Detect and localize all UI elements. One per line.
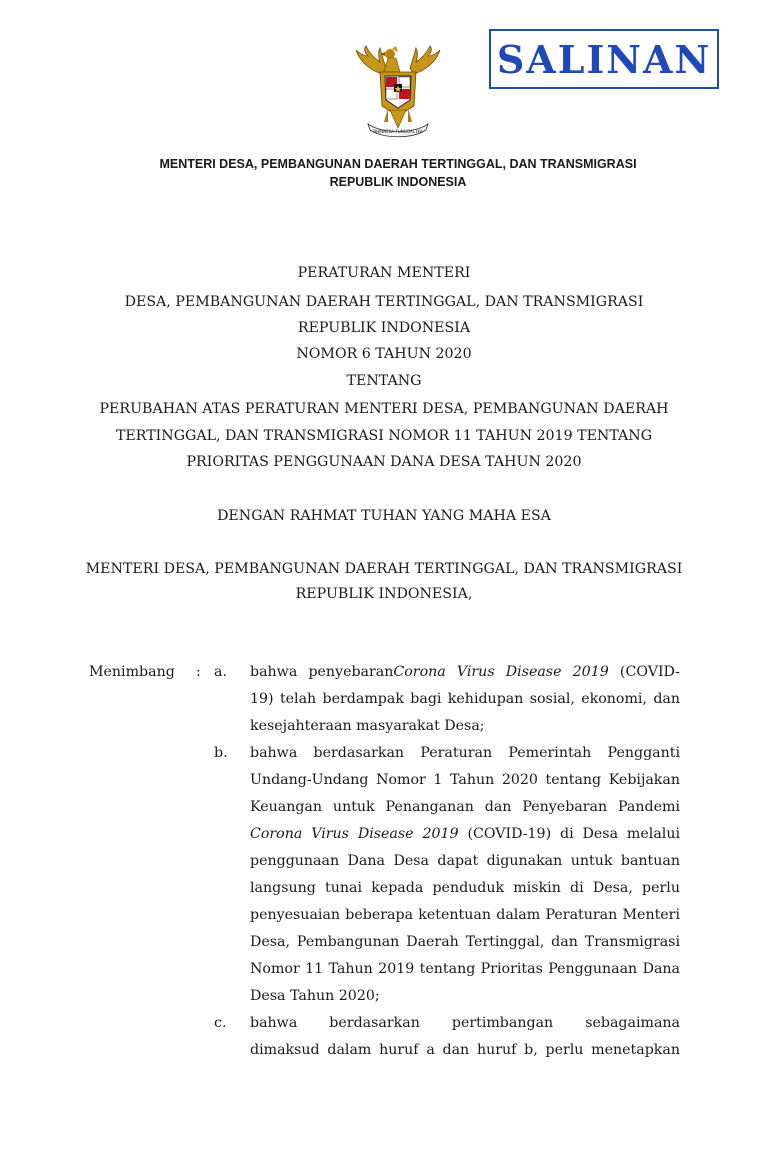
- item-b-line-10: Desa Tahun 2020;: [250, 988, 380, 1004]
- header-line-1: MENTERI DESA, PEMBANGUNAN DAERAH TERTINGGAL, DAN TRANSMIGRASI: [159, 157, 637, 171]
- item-b-line-7: penyesuaian beberapa ketentuan dalam Peraturan Menteri: [250, 907, 680, 923]
- item-b-line-3: Keuangan untuk Penanganan dan Penyebaran Pandemi: [250, 799, 680, 815]
- issuer-line-2: REPUBLIK INDONESIA,: [295, 586, 473, 602]
- regulation-ministry: DESA, PEMBANGUNAN DAERAH TERTINGGAL, DAN TRANSMIGRASI: [124, 294, 644, 310]
- item-b-line-9: Nomor 11 Tahun 2019 tentang Prioritas Penggunaan Dana: [250, 961, 680, 977]
- issuer-line-1: MENTERI DESA, PEMBANGUNAN DAERAH TERTINGGAL, DAN TRANSMIGRASI: [85, 561, 683, 577]
- item-a-line-3: kesejahteraan masyarakat Desa;: [250, 718, 485, 734]
- regulation-number: NOMOR 6 TAHUN 2020: [296, 346, 472, 362]
- item-b-line-2: Undang-Undang Nomor 1 Tahun 2020 tentang Kebijakan: [250, 772, 680, 788]
- item-a-line-1: bahwa penyebaranCorona Virus Disease 2019 (COVID-: [250, 664, 680, 680]
- salinan-stamp: SALINAN: [489, 29, 719, 89]
- regulation-title-line-1: PERUBAHAN ATAS PERATURAN MENTERI DESA, PEMBANGUNAN DAERAH: [99, 401, 669, 417]
- item-b-line-6: langsung tunai kepada penduduk miskin di Desa, perlu: [250, 880, 680, 896]
- header-line-2: REPUBLIK INDONESIA: [329, 175, 467, 189]
- item-b-letter: b.: [214, 745, 228, 761]
- regulation-title-line-3: PRIORITAS PENGGUNAAN DANA DESA TAHUN 2020: [186, 454, 582, 470]
- svg-text:BHINNEKA TUNGGAL IKA: BHINNEKA TUNGGAL IKA: [373, 129, 423, 134]
- considering-colon: :: [196, 664, 201, 680]
- item-c-line-2: dimaksud dalam huruf a dan huruf b, perlu menetapkan: [250, 1042, 680, 1058]
- regulation-type: PERATURAN MENTERI: [297, 265, 471, 281]
- regulation-about: TENTANG: [346, 373, 422, 389]
- regulation-country: REPUBLIK INDONESIA: [297, 320, 471, 336]
- regulation-title-line-2: TERTINGGAL, DAN TRANSMIGRASI NOMOR 11 TAHUN 2019 TENTANG: [115, 428, 653, 444]
- item-b-line-8: Desa, Pembangunan Daerah Tertinggal, dan Transmigrasi: [250, 934, 680, 950]
- item-a-letter: a.: [214, 664, 227, 680]
- considering-label: Menimbang: [89, 664, 175, 680]
- item-b-line-1: bahwa berdasarkan Peraturan Pemerintah Pengganti: [250, 745, 680, 761]
- garuda-pancasila-emblem-icon: [352, 44, 444, 142]
- invocation: DENGAN RAHMAT TUHAN YANG MAHA ESA: [217, 508, 551, 524]
- item-b-line-4: Corona Virus Disease 2019 (COVID-19) di Desa melalui: [250, 826, 680, 842]
- item-c-letter: c.: [214, 1015, 227, 1031]
- item-b-line-5: penggunaan Dana Desa dapat digunakan untuk bantuan: [250, 853, 680, 869]
- item-a-line-2: 19) telah berdampak bagi kehidupan sosial, ekonomi, dan: [250, 691, 680, 707]
- item-c-line-1: bahwa berdasarkan pertimbangan sebagaimana: [250, 1015, 680, 1031]
